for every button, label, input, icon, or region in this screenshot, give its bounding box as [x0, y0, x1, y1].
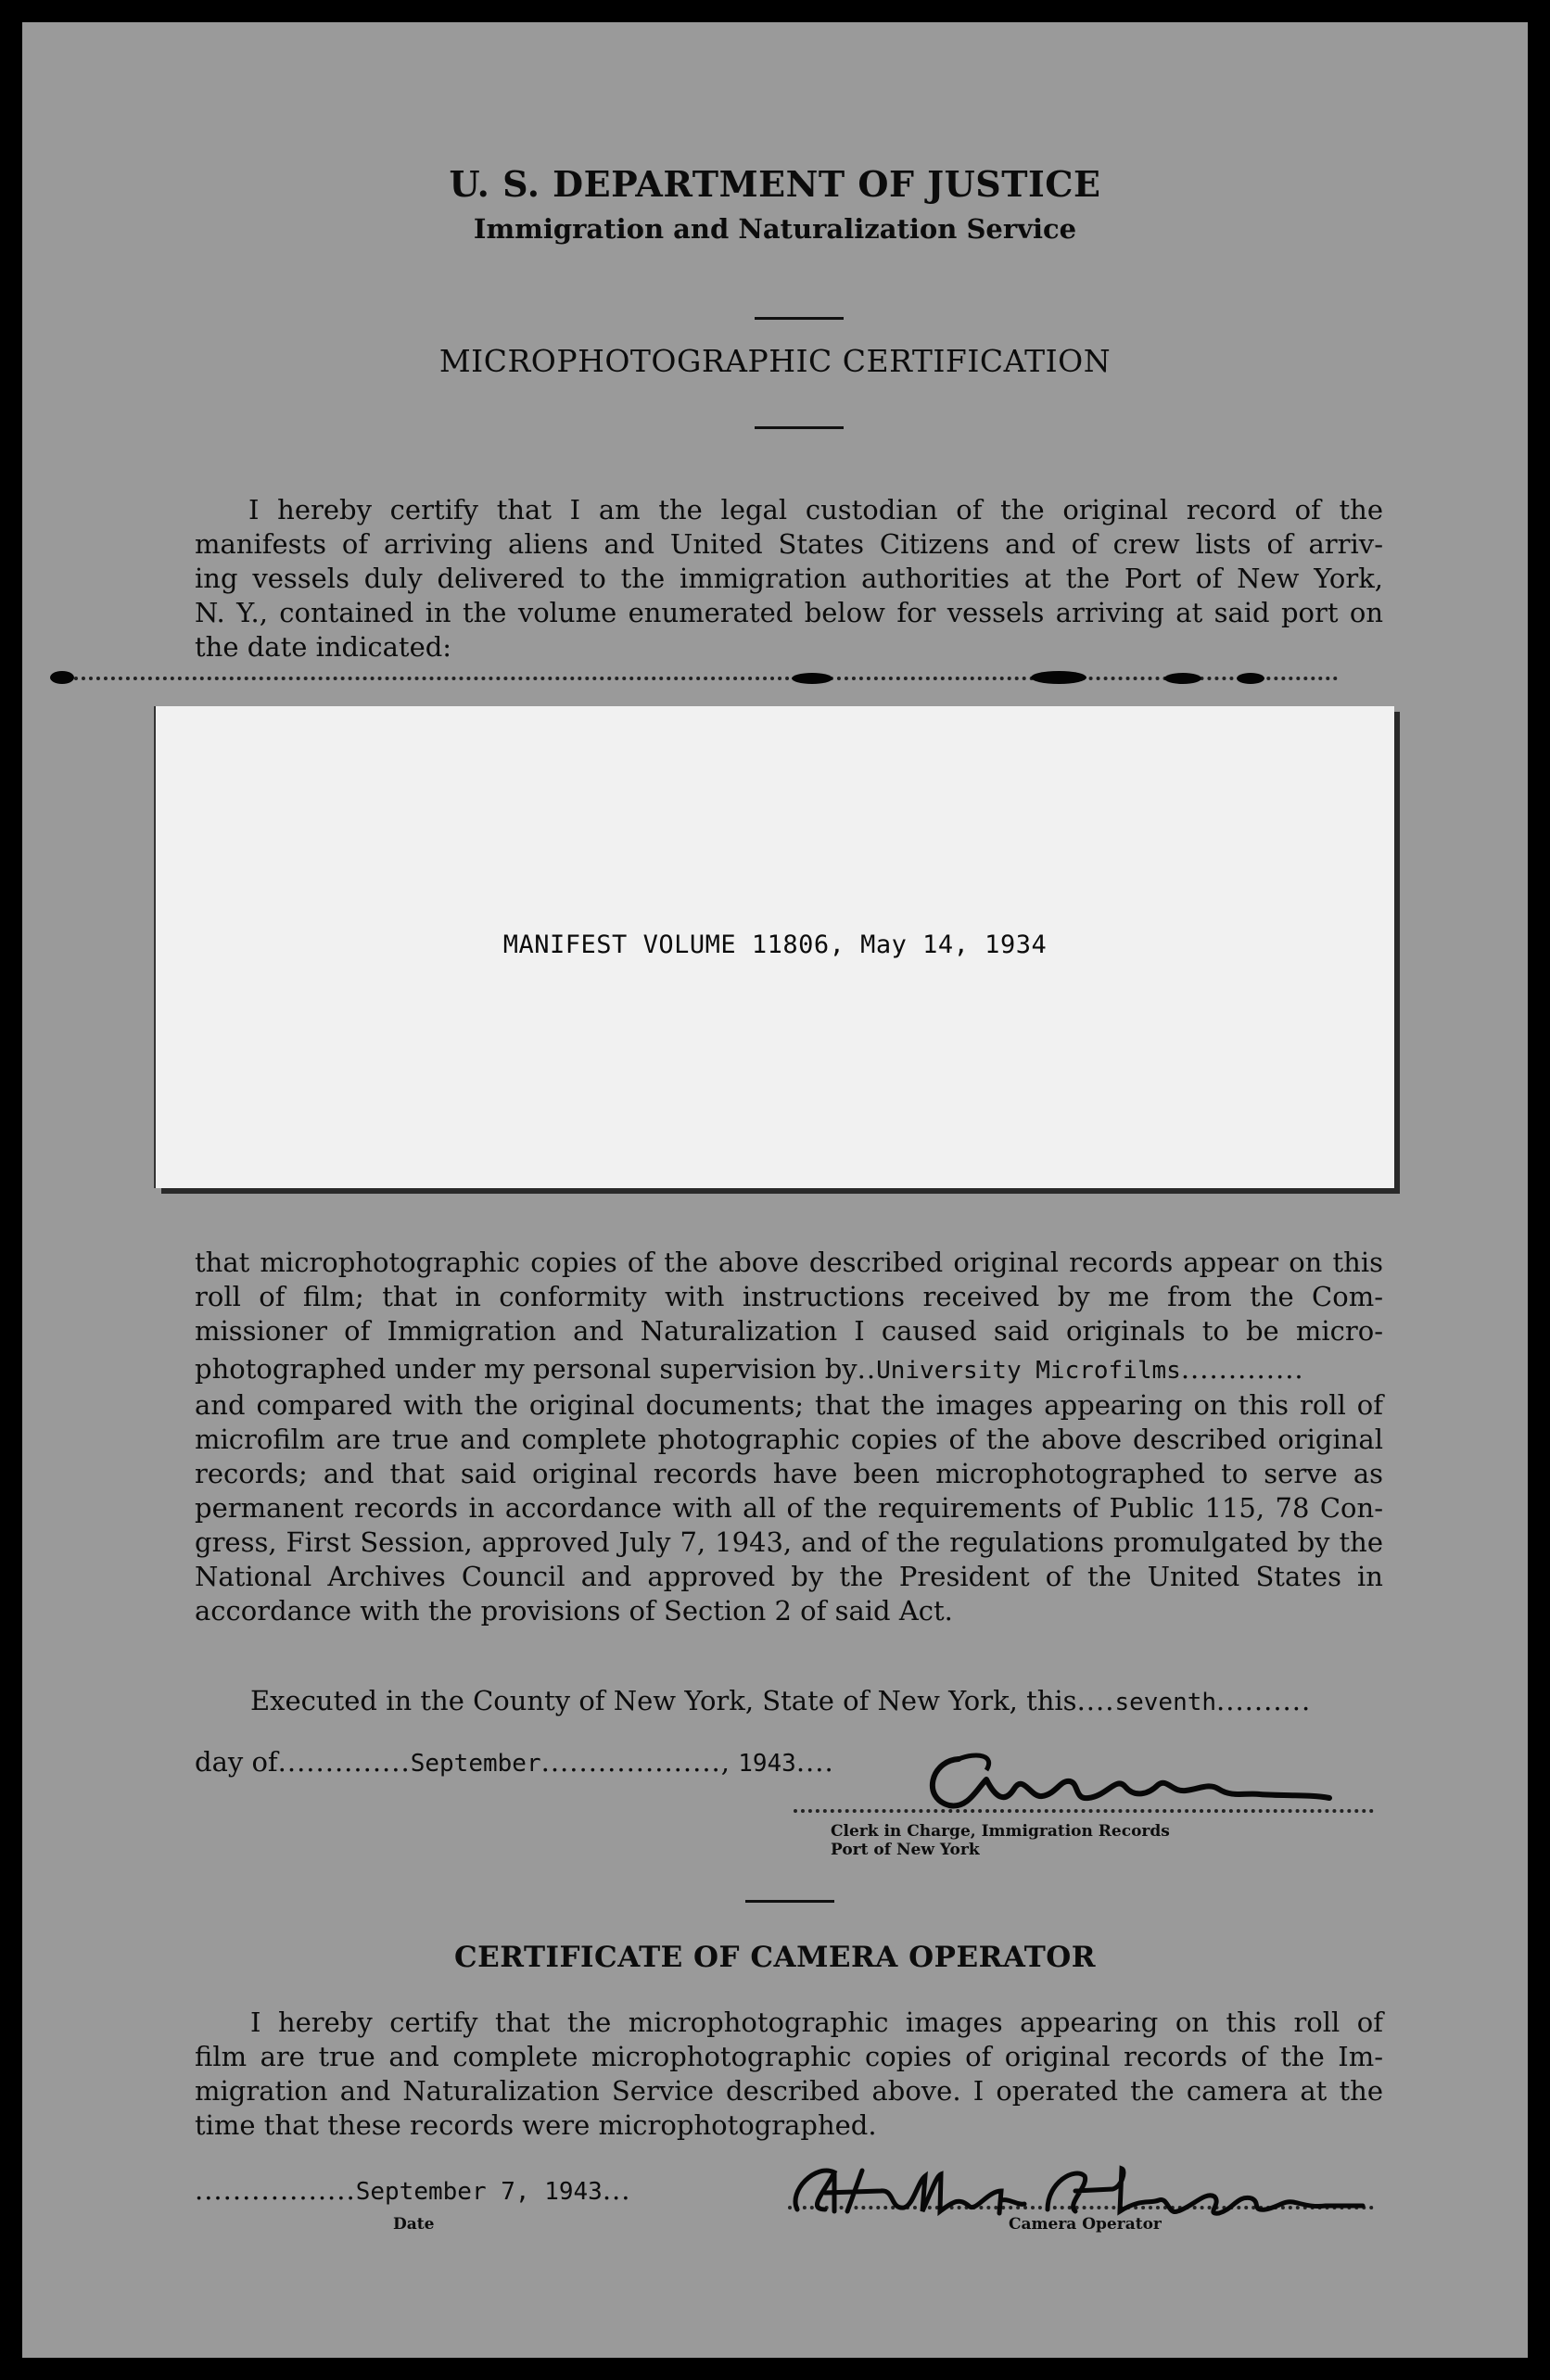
ink-blob: [1031, 671, 1086, 684]
camera-line: migration and Naturalization Service described above. I operated the camera at the: [195, 2075, 1383, 2107]
department-heading: U. S. DEPARTMENT OF JUSTICE: [449, 163, 1101, 205]
divider-rule: [745, 1900, 834, 1903]
day-of-label: day of: [195, 1746, 278, 1778]
ink-blob: [1164, 673, 1201, 684]
service-heading: Immigration and Naturalization Service: [473, 213, 1077, 245]
body-line: microfilm are true and complete photographic copies of the above described original: [195, 1424, 1383, 1455]
month-value: September: [410, 1750, 541, 1778]
intro-line: N. Y., contained in the volume enumerated below for vessels arriving at said port on: [195, 597, 1383, 628]
camera-date-line: .................September 7, 1943...: [195, 2174, 631, 2206]
camera-line: time that these records were microphotographed.: [195, 2109, 877, 2141]
ink-blob: [792, 673, 832, 684]
body-line: roll of film; that in conformity with instructions received by me from the Com-: [195, 1281, 1383, 1312]
clerk-title: Clerk in Charge, Immigration Records Port of New York: [831, 1822, 1170, 1859]
supervision-line: photographed under my personal supervision by..University Microfilms.............: [195, 1353, 1304, 1385]
tear-line: [59, 677, 1339, 680]
intro-paragraph: [195, 493, 1383, 665]
camera-certificate-title: CERTIFICATE OF CAMERA OPERATOR: [453, 1941, 1097, 1974]
intro-line: manifests of arriving aliens and United States Citizens and of crew lists of arriv-: [195, 528, 1383, 560]
intro-line: the date indicated:: [195, 631, 452, 663]
executed-line: Executed in the County of New York, State of New York, this....seventh..........: [250, 1685, 1312, 1716]
manifest-volume-text: MANIFEST VOLUME 11806, May 14, 1934: [502, 930, 1048, 959]
supervision-prefix: photographed under my personal supervision by: [195, 1353, 858, 1385]
certificate-page: [22, 22, 1528, 2358]
supervision-name: University Microfilms: [876, 1357, 1181, 1385]
day-of-line: day of..............September..................., 1943....: [195, 1746, 834, 1778]
year-value: 1943: [738, 1750, 796, 1778]
body-line: permanent records in accordance with all of the requirements of Public 115, 78 Con-: [195, 1492, 1383, 1524]
certification-title: MICROPHOTOGRAPHIC CERTIFICATION: [438, 343, 1112, 379]
divider-rule: [755, 317, 844, 320]
intro-line: I hereby certify that I am the legal custodian of the original record of the: [248, 494, 1383, 525]
camera-date-value: September 7, 1943: [355, 2178, 603, 2206]
camera-line: film are true and complete microphotographic copies of original records of the Im-: [195, 2041, 1383, 2072]
manifest-volume-slip: [156, 706, 1394, 1188]
body-line: records; and that said original records have been microphotographed to serve as: [195, 1458, 1383, 1489]
camera-line: I hereby certify that the microphotographic images appearing on this roll of: [250, 2007, 1383, 2038]
body-line: accordance with the provisions of Section 2 of said Act.: [195, 1595, 953, 1627]
intro-line: ing vessels duly delivered to the immigration authorities at the Port of New York,: [195, 563, 1383, 594]
body-line: missioner of Immigration and Naturalization I caused said originals to be micro-: [195, 1315, 1383, 1347]
body-paragraph: [195, 1246, 1383, 1628]
operator-label: Camera Operator: [1009, 2215, 1162, 2234]
executed-day: seventh: [1114, 1689, 1217, 1716]
ink-blob: [50, 671, 74, 684]
body-line: gress, First Session, approved July 7, 1943, and of the regulations promulgated by the: [195, 1526, 1383, 1558]
divider-rule: [755, 426, 844, 429]
clerk-signature: [921, 1733, 1348, 1826]
ink-blob: [1237, 673, 1264, 684]
body-line: National Archives Council and approved by the President of the United States in: [195, 1561, 1383, 1592]
date-label: Date: [393, 2215, 435, 2234]
camera-paragraph: [195, 2006, 1383, 2143]
executed-prefix: Executed in the County of New York, State of New York, this: [250, 1685, 1077, 1716]
body-line: that microphotographic copies of the above described original records appear on this: [195, 1247, 1383, 1278]
body-line: and compared with the original documents; that the images appearing on this roll of: [195, 1389, 1383, 1421]
